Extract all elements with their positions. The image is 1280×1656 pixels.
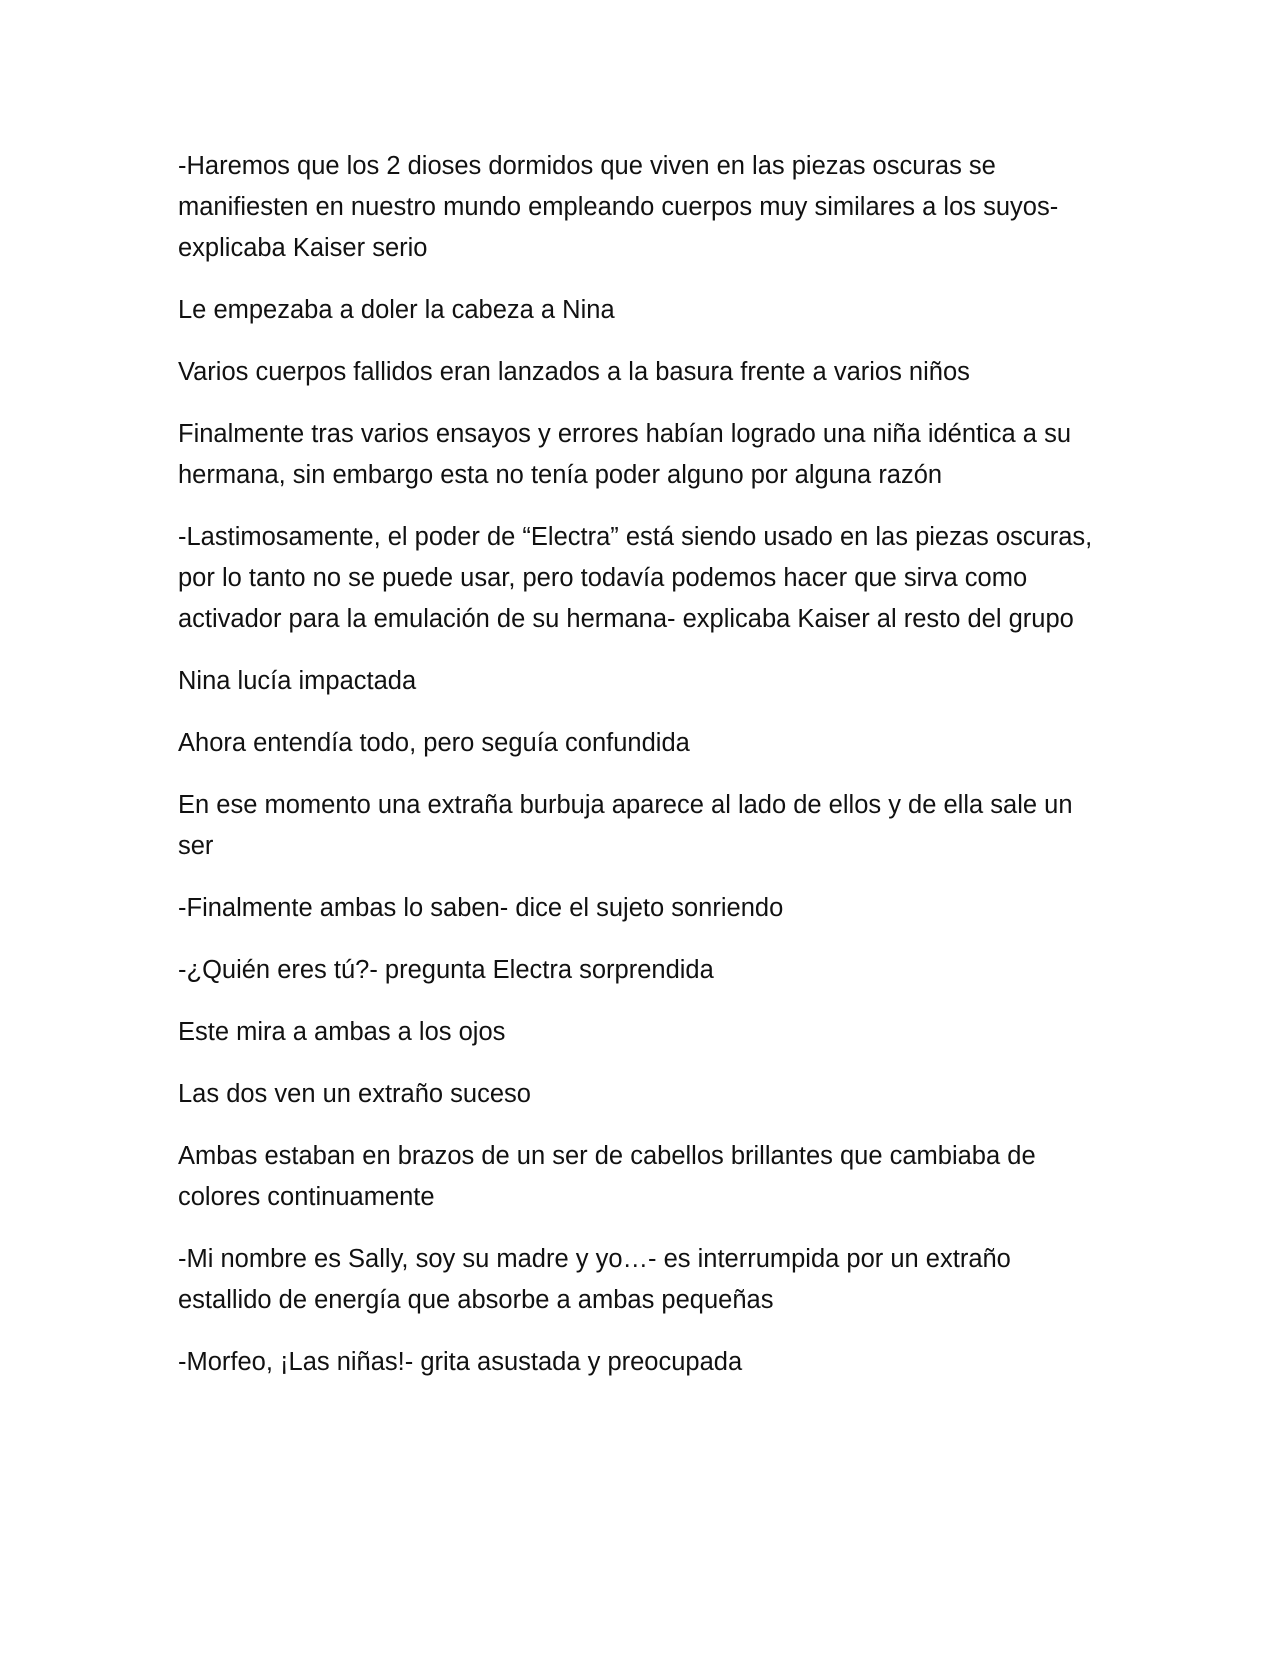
paragraph-1: -Haremos que los 2 dioses dormidos que viven en las piezas oscuras se manifiesten en nuestro mundo empleando cuerpos muy similares a los suyos- explicaba Kaiser serio <box>178 152 1059 262</box>
paragraph-15: -Morfeo, ¡Las niñas!- grita asustada y preocupada <box>178 1348 743 1376</box>
paragraph-14: -Mi nombre es Sally, soy su madre y yo…- es interrumpida por un extraño estallido de energía que absorbe a ambas pequeñas <box>178 1245 1011 1314</box>
document-body <box>178 146 1098 1404</box>
paragraph-8: En ese momento una extraña burbuja aparece al lado de ellos y de ella sale un ser <box>178 791 1073 860</box>
paragraph-4: Finalmente tras varios ensayos y errores habían logrado una niña idéntica a su hermana, sin embargo esta no tenía poder alguno por alguna razón <box>178 420 1072 489</box>
paragraph-6: Nina lucía impactada <box>178 667 417 695</box>
paragraph-5: -Lastimosamente, el poder de “Electra” está siendo usado en las piezas oscuras, por lo tanto no se puede usar, pero todavía podemos hacer que sirva como activador para la emulación de su hermana- explicaba Kaiser al resto del grupo <box>178 523 1093 633</box>
paragraph-3: Varios cuerpos fallidos eran lanzados a la basura frente a varios niños <box>178 358 970 386</box>
paragraph-7: Ahora entendía todo, pero seguía confundida <box>178 729 690 757</box>
paragraph-2: Le empezaba a doler la cabeza a Nina <box>178 296 615 324</box>
paragraph-11: Este mira a ambas a los ojos <box>178 1018 506 1046</box>
paragraph-9: -Finalmente ambas lo saben- dice el sujeto sonriendo <box>178 894 784 922</box>
paragraph-12: Las dos ven un extraño suceso <box>178 1080 531 1108</box>
paragraph-13: Ambas estaban en brazos de un ser de cabellos brillantes que cambiaba de colores continuamente <box>178 1142 1036 1211</box>
paragraph-10: -¿Quién eres tú?- pregunta Electra sorprendida <box>178 956 714 984</box>
